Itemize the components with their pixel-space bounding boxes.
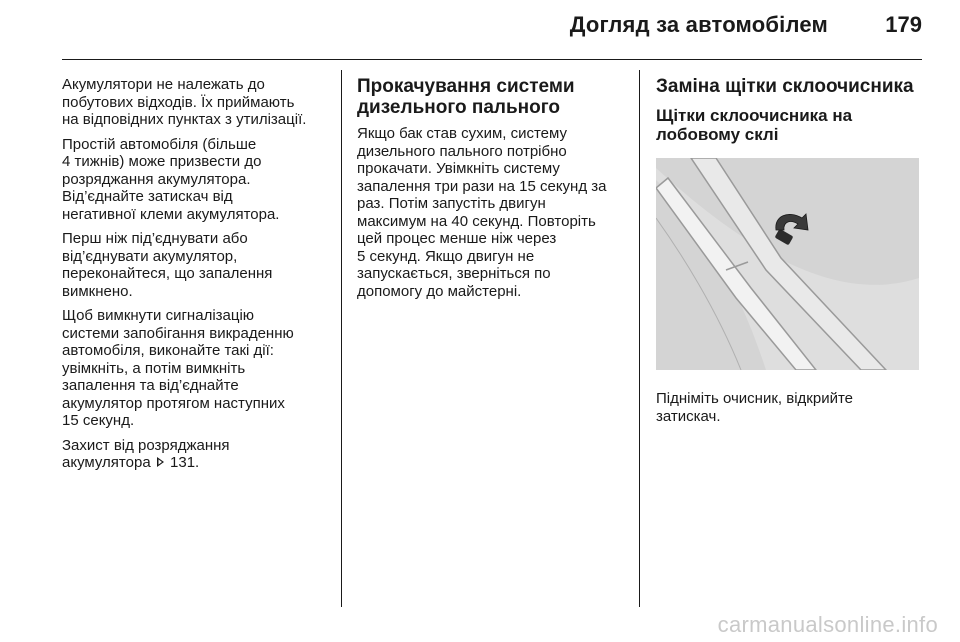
column-1 [62, 76, 332, 479]
page-reference-arrow-icon [155, 456, 166, 468]
column-divider-right [639, 70, 640, 607]
battery-connect-paragraph: Перш ніж під’єднувати або від’єднувати акумулятор, переконайтеся, що запалення вимкнено. [62, 230, 273, 300]
battery-disposal-paragraph: Акумулятори не належать до побутових відходів. Їх приймають на відповідних пунктах з утилізації. [62, 76, 307, 128]
diesel-bleeding-paragraph: Якщо бак став сухим, систему дизельного пального потрібно прокачати. Увімкніть систему запалення три рази на 15 секунд за раз. Потім запустіть двигун максимум на 40 секунд. Повторіть цей процес менше ніж через 5 секунд. Якщо двигун не запускається, зверніться по допомогу до майстерні. [357, 125, 607, 300]
page-number: 179 [885, 12, 922, 37]
column-divider-left [341, 70, 342, 607]
header-rule [62, 59, 922, 60]
wiper-blade-illustration [656, 158, 919, 370]
column-2 [357, 76, 629, 307]
wiper-replacement-heading: Заміна щітки склоочисника [656, 76, 914, 97]
alarm-disable-paragraph: Щоб вимкнути сигналізацію системи запобігання викраденню автомобіля, виконайте такі дії: увімкніть, а потім вимкніть запалення та від’єднайте акумулятор протягом наступних 15 секунд. [62, 307, 294, 429]
crossref-paragraph: Захист від розряджання акумулятора 131. [62, 436, 230, 471]
diesel-bleeding-heading: Прокачування системи дизельного пального [357, 76, 575, 118]
windscreen-wiper-subheading: Щітки склоочисника на лобовому склі [656, 106, 853, 144]
wiper-caption: Підніміть очисник, відкрийте затискач. [656, 390, 854, 425]
page-header-title: Догляд за автомобілем [569, 12, 828, 37]
crossref-page-link[interactable]: 131. [170, 454, 200, 471]
battery-idle-paragraph: Простій автомобіля (більше 4 тижнів) може призвести до розряджання акумулятора. Від’єднайте затискач від негативної клеми акумулятора. [62, 135, 280, 223]
column-3 [656, 76, 924, 432]
watermark-text: carmanualsonline.info [717, 612, 938, 637]
